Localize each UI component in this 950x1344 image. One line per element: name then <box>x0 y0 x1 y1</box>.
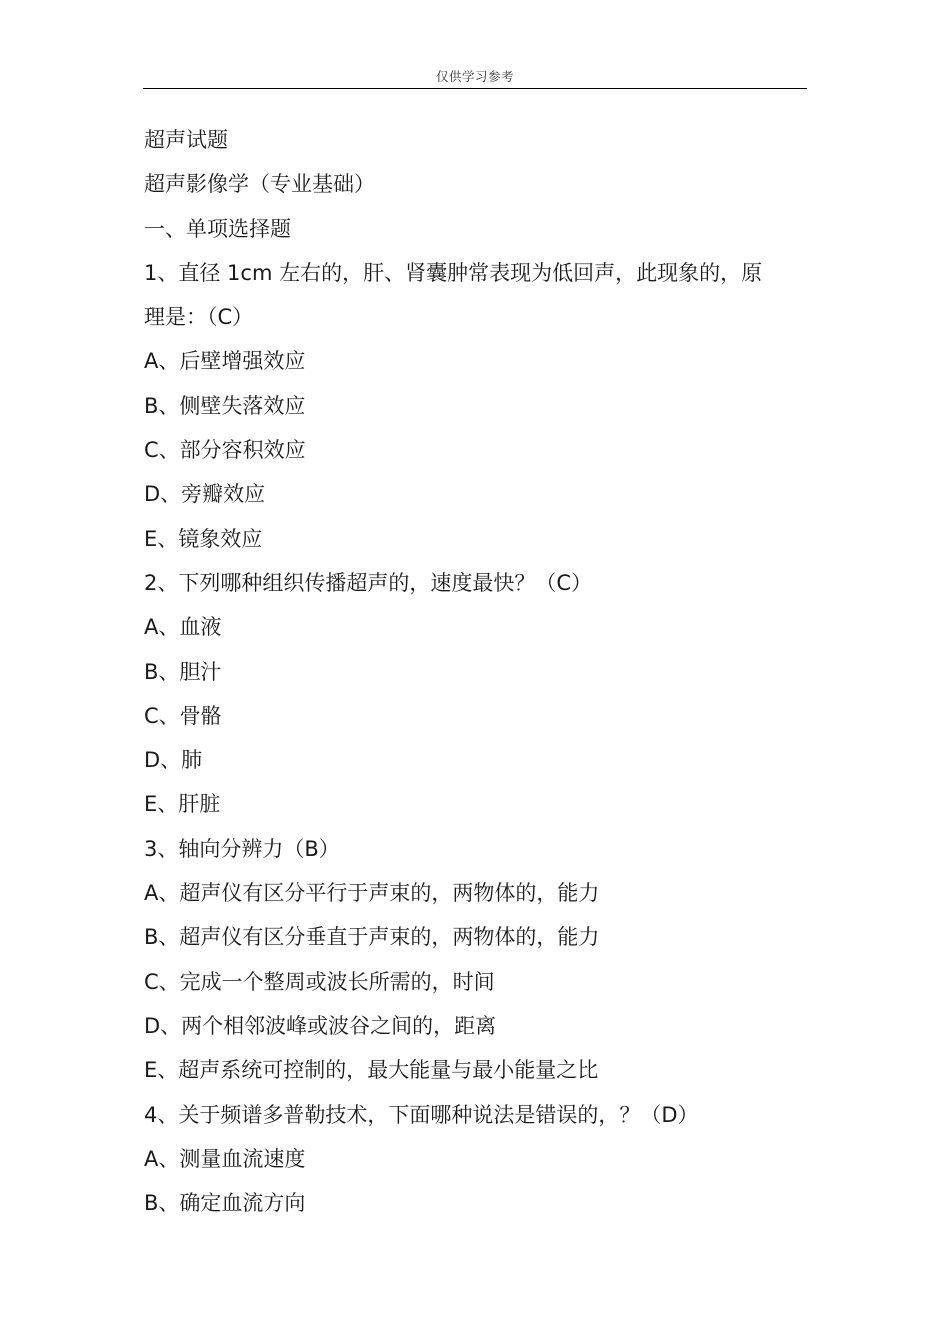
page-header <box>143 66 807 89</box>
question-4-option-b: B、确定血流方向 <box>144 1191 306 1216</box>
question-1-continued: 理是：（C） <box>144 305 254 330</box>
question-1: 1、直径 1cm 左右的，肝、肾囊肿常表现为低回声，此现象的，原 <box>144 260 763 285</box>
header-text: 仅供学习参考 <box>435 69 514 84</box>
question-1-option-e: E、镜象效应 <box>144 526 263 551</box>
document-body <box>144 118 812 1225</box>
question-3: 3、轴向分辨力（B） <box>144 836 340 861</box>
question-3-option-c: C、完成一个整周或波长所需的，时间 <box>144 969 495 994</box>
question-2-option-d: D、肺 <box>144 748 203 773</box>
question-3-option-b: B、超声仪有区分垂直于声束的，两物体的，能力 <box>144 925 600 950</box>
question-2-option-c: C、骨骼 <box>144 703 222 728</box>
section-subtitle: 超声影像学（专业基础） <box>144 172 375 197</box>
section-heading: 一、单项选择题 <box>144 216 291 241</box>
question-3-option-a: A、超声仪有区分平行于声束的，两物体的，能力 <box>144 881 600 906</box>
question-1-option-b: B、侧壁失落效应 <box>144 393 306 418</box>
question-4-option-a: A、测量血流速度 <box>144 1146 306 1171</box>
question-3-option-d: D、两个相邻波峰或波谷之间的，距离 <box>144 1013 497 1038</box>
question-1-option-d: D、旁瓣效应 <box>144 482 266 507</box>
question-2-option-b: B、胆汁 <box>144 659 222 684</box>
document-title: 超声试题 <box>144 128 228 152</box>
question-4: 4、关于频谱多普勒技术，下面哪种说法是错误的，？（D） <box>144 1102 699 1127</box>
question-1-option-a: A、后壁增强效应 <box>144 349 306 374</box>
question-2: 2、下列哪种组织传播超声的，速度最快？（C） <box>144 570 593 595</box>
question-1-option-c: C、部分容积效应 <box>144 438 306 463</box>
question-2-option-e: E、肝脏 <box>144 792 221 817</box>
question-3-option-e: E、超声系统可控制的，最大能量与最小能量之比 <box>144 1058 599 1083</box>
question-2-option-a: A、血液 <box>144 615 222 640</box>
